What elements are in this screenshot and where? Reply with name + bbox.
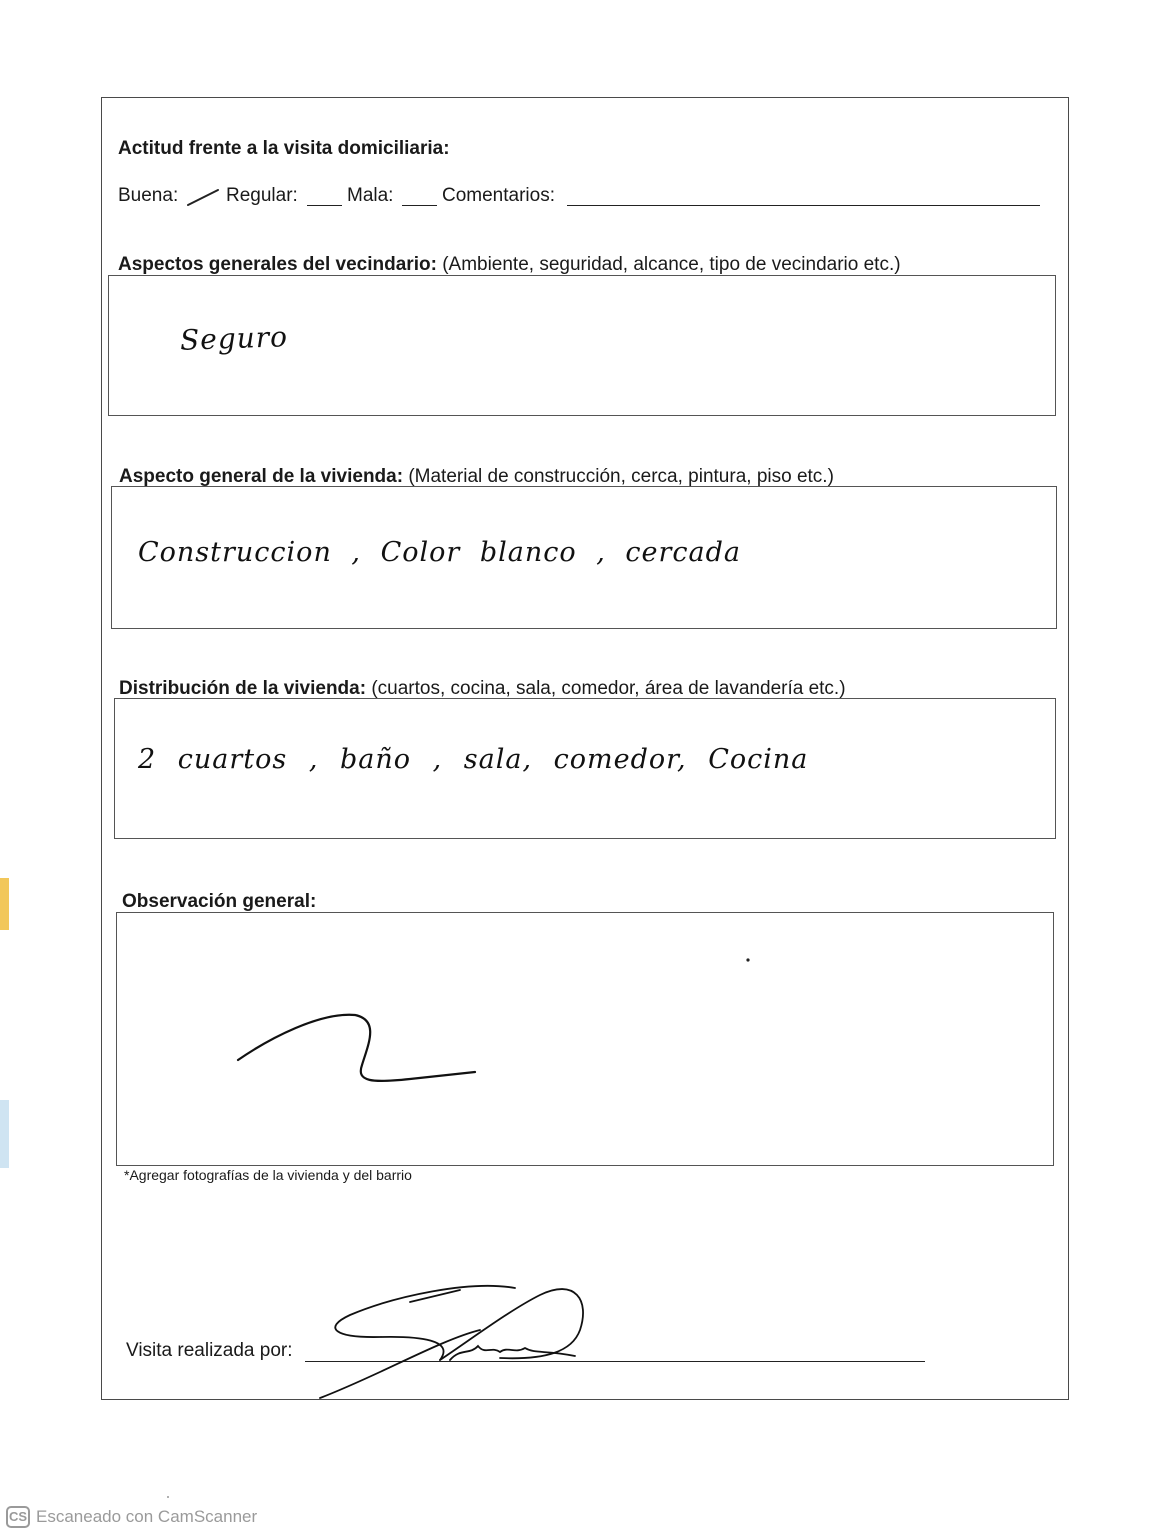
checkmark-icon [188,190,218,205]
neighborhood-answer: Seguro [179,320,289,357]
camscanner-text: Escaneado con CamScanner [36,1507,258,1526]
distribution-title: Distribución de la vivienda: [119,678,367,699]
neighborhood-title: Aspectos generales del vecindario: [118,254,437,275]
neighborhood-hint: (Ambiente, seguridad, alcance, tipo de vecindario etc.) [442,254,901,275]
good-label: Buena: [118,185,179,206]
observation-title: Observación general: [122,891,317,912]
comments-label: Comentarios: [442,185,555,206]
stray-dot [746,958,749,961]
observation-scribble [238,1015,475,1081]
scan-dot [167,1496,169,1498]
attitude-title: Actitud frente a la visita domiciliaria: [118,138,450,159]
camscanner-watermark [6,1506,257,1528]
regular-label: Regular: [226,185,298,206]
housing-aspect-hint: (Material de construcción, cerca, pintura, piso etc.) [408,466,834,487]
distribution-answer: 2 cuartos , baño , sala, comedor, Cocina [138,744,809,775]
housing-aspect-title: Aspecto general de la vivienda: [119,466,404,487]
photos-note: *Agregar fotografías de la vivienda y del barrio [124,1167,412,1183]
visit-label: Visita realizada por: [126,1340,293,1361]
bad-label: Mala: [347,185,394,206]
distribution-hint: (cuartos, cocina, sala, comedor, área de lavandería etc.) [371,678,846,699]
camscanner-logo: CS [6,1506,30,1528]
housing-aspect-answer: Construccion , Color blanco , cercada [138,537,742,568]
visitor-signature [320,1286,583,1398]
